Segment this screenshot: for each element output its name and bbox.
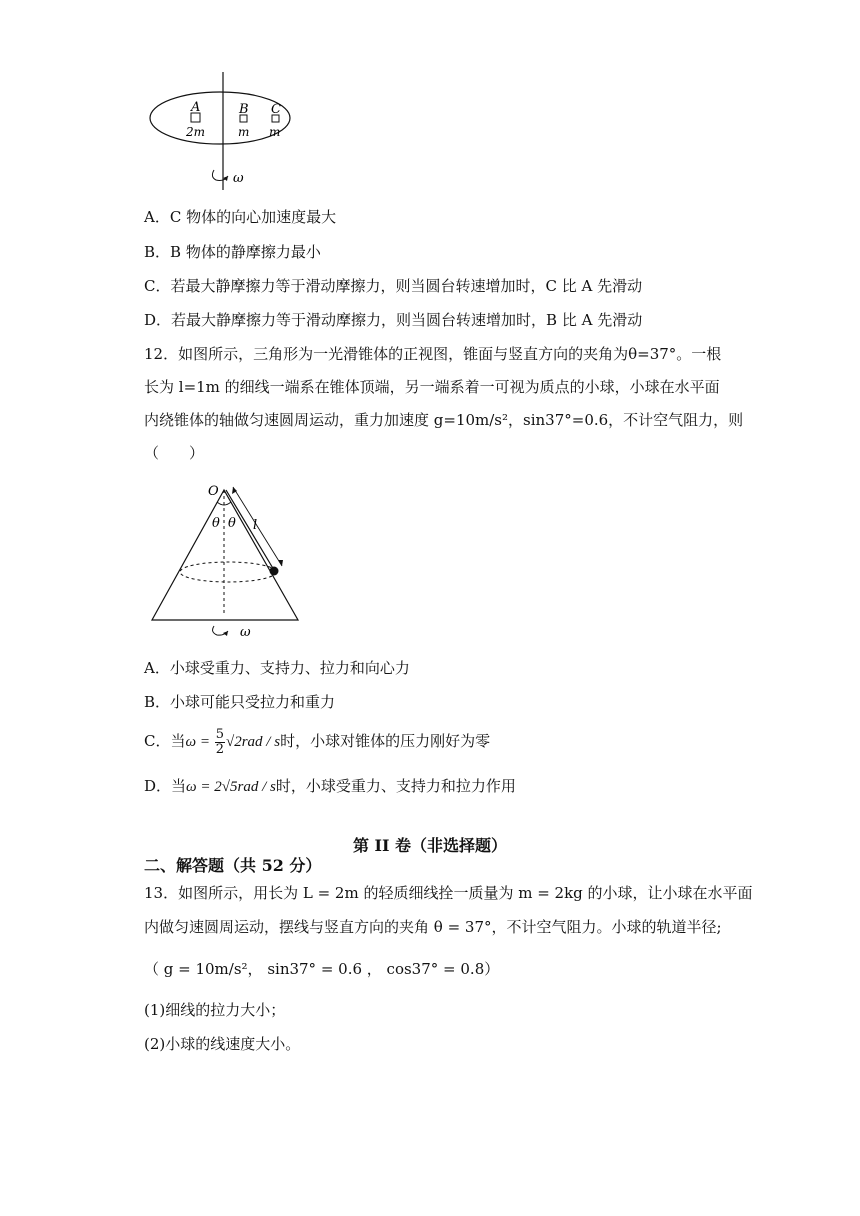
q11-option-a: A．C 物体的向心加速度最大: [144, 208, 337, 226]
q12-stem-line-4: （ ）: [144, 444, 205, 462]
mass-b: m: [238, 125, 250, 139]
option-c-prefix: C．当: [144, 732, 186, 750]
label-a: A: [191, 100, 201, 115]
option-c-suffix: 时，小球对锥体的压力刚好为零: [280, 732, 491, 750]
equals-sign: =: [196, 734, 214, 750]
label-l: l: [253, 518, 258, 533]
q12-option-d: [144, 776, 516, 797]
q13-stem-line-1: 13．如图所示，用长为 L = 2m 的轻质细线拴一质量为 m = 2kg 的小球，让小球在水平面: [144, 884, 753, 902]
q11-option-c: C．若最大静摩擦力等于滑动摩擦力，则当圆台转速增加时，C 比 A 先滑动: [144, 277, 643, 295]
q13-sub-question-2: (2)小球的线速度大小。: [144, 1035, 301, 1053]
q12-stem-line-2: 长为 l=1m 的细线一端系在锥体顶端，另一端系着一可视为质点的小球，小球在水平面: [144, 378, 720, 396]
section-title: 第 II 卷（非选择题）: [352, 836, 508, 855]
q12-option-a: A．小球受重力、支持力、拉力和向心力: [144, 659, 410, 677]
fraction-denominator: 2: [215, 741, 224, 757]
label-o: O: [208, 484, 219, 499]
fraction: [215, 728, 225, 757]
option-d-prefix: D．当: [144, 777, 187, 795]
label-c: C: [271, 102, 281, 117]
label-theta-right: θ: [228, 516, 236, 531]
q11-option-d: D．若最大静摩擦力等于滑动摩擦力，则当圆台转速增加时，B 比 A 先滑动: [144, 311, 643, 329]
option-d-suffix: 时，小球受重力、支持力和拉力作用: [275, 777, 516, 795]
label-theta-left: θ: [212, 516, 220, 531]
q12-stem-line-1: 12．如图所示，三角形为一光滑锥体的正视图，锥面与竖直方向的夹角为θ=37°。一根: [144, 345, 722, 363]
q13-sub-question-1: (1)细线的拉力大小；: [144, 1001, 286, 1019]
q12-option-b: B．小球可能只受拉力和重力: [144, 693, 336, 711]
section-heading: 二、解答题（共 52 分）: [144, 856, 322, 875]
label-b: B: [239, 102, 249, 117]
omega-label: ω: [233, 171, 244, 186]
cone-figure: [148, 478, 308, 640]
omega-symbol: ω: [185, 734, 197, 750]
q11-option-b: B．B 物体的静摩擦力最小: [144, 243, 321, 261]
omega-label: ω: [240, 625, 251, 640]
sqrt-unit: √2rad / s: [225, 734, 281, 750]
option-d-expression: ω = 2√5rad / s: [186, 779, 276, 795]
q12-stem-line-3: 内绕锥体的轴做匀速圆周运动，重力加速度 g=10m/s²，sin37°=0.6，不计空气阻力，则: [144, 411, 744, 429]
fraction-numerator: 5: [215, 726, 224, 742]
rotating-disc-figure: [148, 70, 298, 195]
mass-c: m: [269, 125, 281, 139]
q13-stem-line-3: （ g = 10m/s²， sin37° = 0.6 ， cos37° = 0.8）: [144, 960, 500, 978]
q12-option-c: [144, 722, 490, 761]
q13-stem-line-2: 内做匀速圆周运动，摆线与竖直方向的夹角 θ = 37°，不计空气阻力。小球的轨道半径;: [144, 918, 722, 936]
mass-a: 2m: [186, 125, 206, 139]
